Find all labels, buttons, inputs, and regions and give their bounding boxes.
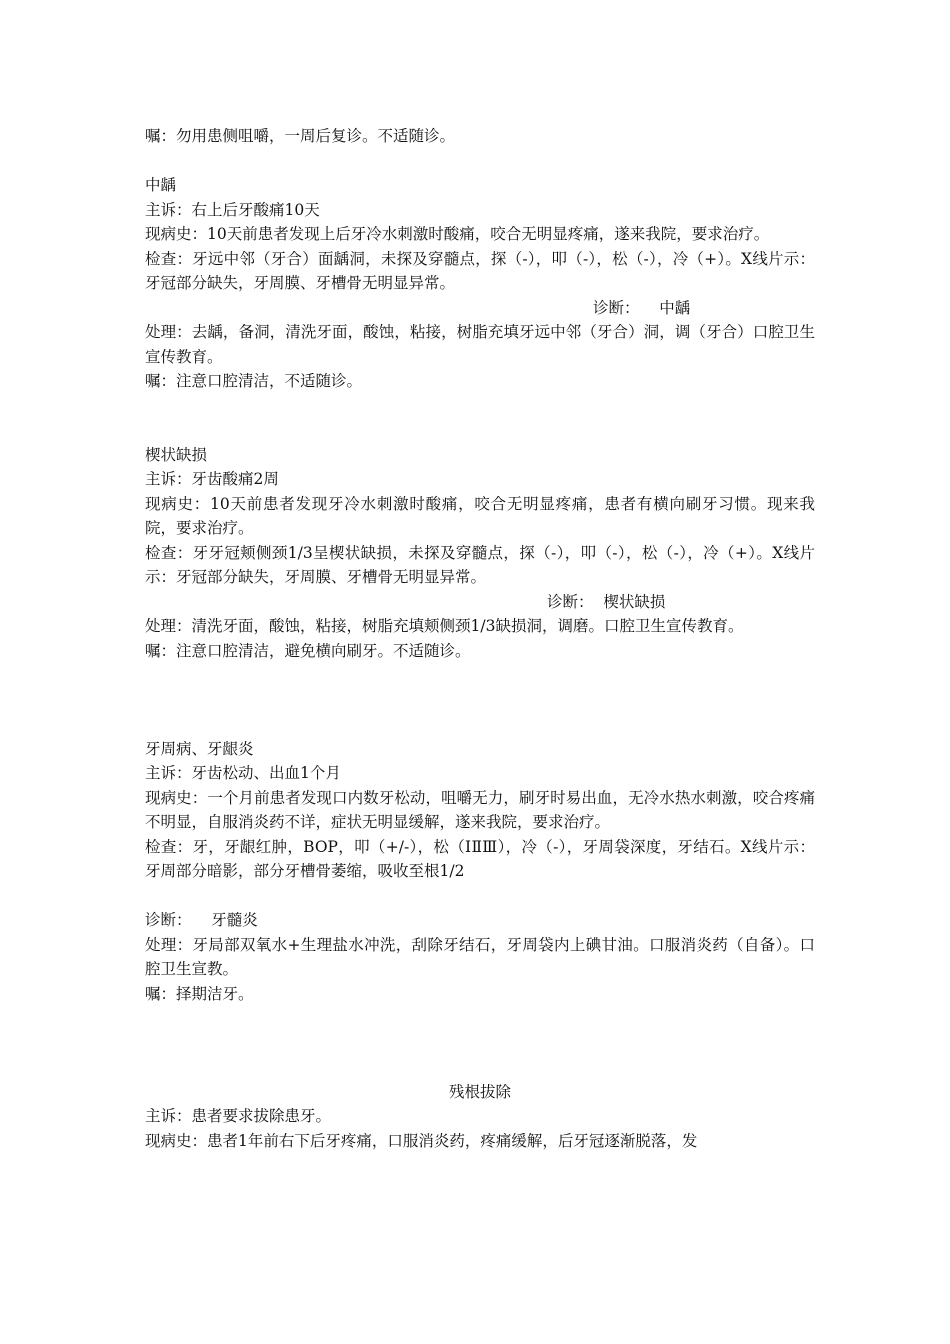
chief-complaint: 主诉：牙齿酸痛2周 xyxy=(145,470,279,488)
diagnosis: 诊断： 牙髓炎 xyxy=(145,911,258,929)
present-history: 现病史：患者1年前右下后牙疼痛，口服消炎药，疼痛缓解，后牙冠逐渐脱落，发 xyxy=(145,1131,698,1150)
advice: 嘱：注意口腔清洁，不适随诊。 xyxy=(145,372,363,390)
section-caries xyxy=(145,173,815,394)
intro-advice: 嘱：勿用患侧咀嚼，一周后复诊。不适随诊。 xyxy=(145,127,456,145)
examination: 检查：牙牙冠颊侧颈1/3呈楔状缺损，未探及穿髓点，探（-），叩（-），松（-），冷（+）。X线片示：牙冠部分缺失，牙周膜、牙槽骨无明显异常。 xyxy=(145,543,815,586)
advice: 嘱：注意口腔清洁，避免横向刷牙。不适随诊。 xyxy=(145,641,471,660)
chief-complaint: 主诉：右上后牙酸痛10天 xyxy=(145,200,320,219)
present-history: 现病史：一个月前患者发现口内数牙松动，咀嚼无力，刷牙时易出血，无冷水热水刺激，咬合疼痛不明显，自服消炎药不详，症状无明显缓解，遂来我院，要求治疗。 xyxy=(145,788,815,831)
diagnosis: 诊断： 中龋 xyxy=(593,298,691,317)
section-root-extraction xyxy=(145,1080,815,1154)
section-title: 牙周病、牙龈炎 xyxy=(145,739,254,758)
treatment: 处理：牙局部双氧水+生理盐水冲洗，刮除牙结石，牙周袋内上碘甘油。口服消炎药（自备）。口腔卫生宣教。 xyxy=(145,935,815,978)
advice: 嘱：择期洁牙。 xyxy=(145,984,254,1003)
treatment: 处理：清洗牙面，酸蚀，粘接，树脂充填颊侧颈1/3缺损洞，调磨。口腔卫生宣传教育。 xyxy=(145,617,744,635)
present-history: 现病史：10天前患者发现上后牙冷水刺激时酸痛，咬合无明显疼痛，遂来我院，要求治疗。 xyxy=(145,225,770,243)
chief-complaint: 主诉：患者要求拔除患牙。 xyxy=(145,1107,332,1125)
section-wedge-defect xyxy=(145,443,815,664)
document-page xyxy=(145,124,815,1153)
chief-complaint: 主诉：牙齿松动、出血1个月 xyxy=(145,764,341,782)
examination: 检查：牙远中邻（牙合）面龋洞，未探及穿髓点，探（-），叩（-），松（-），冷（+）。X线片示：牙冠部分缺失，牙周膜、牙槽骨无明显异常。 xyxy=(145,249,815,292)
section-title: 中龋 xyxy=(145,176,177,194)
section-periodontitis xyxy=(145,737,815,1007)
diagnosis: 诊断： 楔状缺损 xyxy=(547,592,666,611)
present-history: 现病史：10天前患者发现牙冷水刺激时酸痛，咬合无明显疼痛，患者有横向刷牙习惯。现来我院，要求治疗。 xyxy=(145,494,815,537)
examination: 检查：牙，牙龈红肿，BOP，叩（+/-），松（ⅠⅡⅢ），冷（-），牙周袋深度，牙结石。X线片示：牙周部分暗影，部分牙槽骨萎缩，吸收至根1/2 xyxy=(145,837,815,880)
section-title: 残根拔除 xyxy=(448,1082,511,1101)
treatment: 处理：去龋，备洞，清洗牙面，酸蚀，粘接，树脂充填牙远中邻（牙合）洞，调（牙合）口腔卫生宣传教育。 xyxy=(145,323,815,366)
section-title: 楔状缺损 xyxy=(145,445,208,464)
